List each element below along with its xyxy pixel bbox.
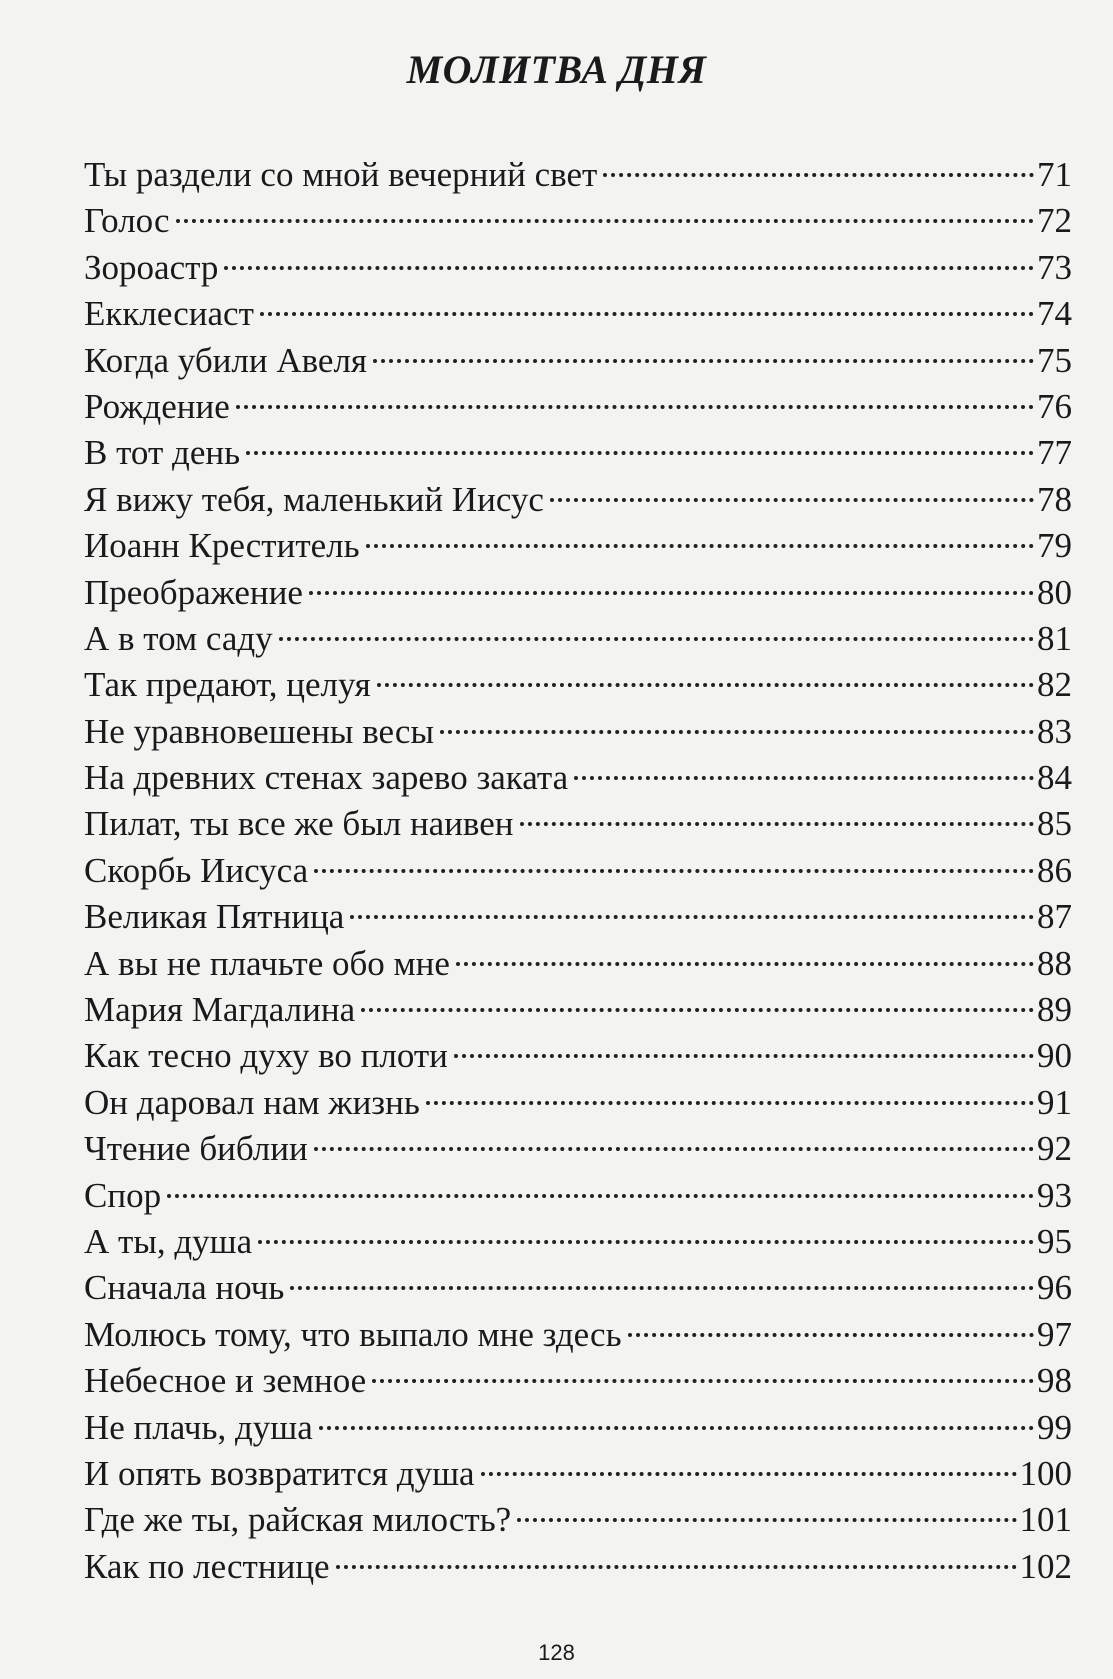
page-number: 128 (538, 1640, 575, 1665)
toc-entry-page: 78 (1037, 479, 1072, 519)
toc-entry-title: Сначала ночь (84, 1268, 285, 1308)
dot-leader (309, 558, 1034, 604)
toc-entry-title: Небесное и земное (84, 1361, 367, 1401)
dot-leader (236, 372, 1034, 418)
toc-entry (84, 418, 1072, 473)
toc-entry-title: Скорбь Иисуса (84, 850, 309, 890)
toc-entry-title: Великая Пятница (84, 897, 345, 937)
dot-leader (454, 1021, 1034, 1067)
toc-entry-title: Мария Магдалина (84, 990, 356, 1030)
dot-leader (372, 1346, 1034, 1392)
dot-leader (314, 1114, 1034, 1160)
toc-entry-title: Не уравновешены весы (84, 711, 434, 751)
toc-entry-title: Я вижу тебя, маленький Иисус (84, 479, 544, 519)
toc-entry-page: 86 (1037, 850, 1072, 890)
toc-entry-title: А вы не плачьте обо мне (84, 943, 450, 983)
toc-entry-title: Преображение (84, 572, 303, 612)
toc-entry-page: 97 (1037, 1314, 1072, 1354)
toc-entry-title: Чтение библии (84, 1129, 308, 1169)
toc-entry-title: В тот день (84, 433, 241, 473)
toc-entry-page: 84 (1037, 758, 1072, 798)
toc-entry-title: На древних стенах зарево заката (84, 758, 569, 798)
toc-entry-page: 102 (1019, 1546, 1072, 1586)
dot-leader (336, 1532, 1017, 1578)
toc-entry-page: 71 (1037, 155, 1072, 194)
toc-entry (84, 1161, 1072, 1215)
dot-leader (279, 604, 1034, 650)
dot-leader (290, 1253, 1034, 1299)
toc-entry-title: А ты, душа (84, 1221, 253, 1261)
dot-leader (319, 1393, 1034, 1439)
toc-entry-page: 74 (1037, 294, 1072, 334)
toc-entry-title: Зороастр (84, 247, 219, 287)
toc-entry (84, 279, 1072, 334)
toc-entry (84, 140, 1072, 194)
dot-leader (260, 279, 1034, 325)
toc-entry-page: 98 (1037, 1361, 1072, 1401)
toc-entry-page: 101 (1019, 1500, 1072, 1540)
toc-entry-page: 87 (1037, 897, 1072, 937)
toc-entry-title: Спор (84, 1175, 162, 1215)
toc-entry-title: Молюсь тому, что выпало мне здесь (84, 1314, 622, 1354)
toc-entry (84, 1207, 1072, 1261)
toc-entry-title: Екклесиаст (84, 294, 254, 334)
toc-entry-title: Когда убили Авеля (84, 340, 368, 380)
dot-leader (574, 743, 1034, 789)
dot-leader (246, 418, 1034, 464)
dot-leader (456, 929, 1034, 975)
toc-entry-page: 95 (1037, 1221, 1072, 1261)
dot-leader (550, 465, 1034, 511)
toc-entry-page: 82 (1037, 665, 1072, 705)
dot-leader (481, 1439, 1017, 1485)
toc-entry-title: А в том саду (84, 618, 273, 658)
dot-leader (517, 1485, 1016, 1531)
dot-leader (366, 511, 1034, 557)
toc-entry-page: 88 (1037, 943, 1072, 983)
toc-entry-page: 99 (1037, 1407, 1072, 1447)
toc-entry-title: Так предают, целуя (84, 665, 371, 705)
toc-entry-page: 85 (1037, 804, 1072, 844)
toc-entry-page: 81 (1037, 618, 1072, 658)
dot-leader (373, 326, 1034, 372)
toc-entry-page: 79 (1037, 526, 1072, 566)
toc-entry-title: Иоанн Креститель (84, 526, 360, 566)
toc-entry-page: 75 (1037, 340, 1072, 380)
dot-leader (258, 1207, 1034, 1253)
toc-entry-title: Рождение (84, 386, 230, 426)
toc-entry-page: 80 (1037, 572, 1072, 612)
dot-leader (176, 186, 1034, 232)
toc-entry-title: Не плачь, душа (84, 1407, 313, 1447)
toc-entry-title: Голос (84, 201, 170, 241)
toc-entry-title: Как по лестнице (84, 1546, 330, 1586)
dot-leader (520, 789, 1034, 835)
toc-entry-page: 92 (1037, 1129, 1072, 1169)
toc-entry-page: 96 (1037, 1268, 1072, 1308)
table-of-contents (84, 140, 1072, 1586)
dot-leader (361, 975, 1034, 1021)
toc-entry (84, 233, 1072, 287)
dot-leader (350, 882, 1034, 928)
dot-leader (440, 697, 1034, 743)
toc-entry-title: Он даровал нам жизнь (84, 1082, 420, 1122)
toc-entry-page: 91 (1037, 1082, 1072, 1122)
dot-leader (628, 1300, 1034, 1346)
toc-entry-title: Где же ты, райская милость? (84, 1500, 512, 1540)
toc-entry-title: Как тесно духу во плоти (84, 1036, 448, 1076)
dot-leader (167, 1161, 1034, 1207)
dot-leader (224, 233, 1034, 279)
toc-entry-title: Ты раздели со мной вечерний свет (84, 155, 598, 194)
toc-entry-page: 73 (1037, 247, 1072, 287)
toc-entry-title: И опять возвратится душа (84, 1453, 475, 1493)
dot-leader (314, 836, 1034, 882)
toc-entry-page: 83 (1037, 711, 1072, 751)
toc-entry-page: 89 (1037, 990, 1072, 1030)
toc-entry-page: 90 (1037, 1036, 1072, 1076)
section-title: МОЛИТВА ДНЯ (406, 47, 707, 92)
dot-leader (377, 650, 1034, 696)
toc-entry (84, 186, 1072, 241)
toc-entry-page: 93 (1037, 1175, 1072, 1215)
toc-entry-title: Пилат, ты все же был наивен (84, 804, 514, 844)
toc-entry-page: 100 (1019, 1453, 1072, 1493)
dot-leader (603, 140, 1034, 186)
dot-leader (426, 1068, 1034, 1114)
toc-entry-page: 77 (1037, 433, 1072, 473)
toc-entry-page: 72 (1037, 201, 1072, 241)
toc-entry-page: 76 (1037, 386, 1072, 426)
